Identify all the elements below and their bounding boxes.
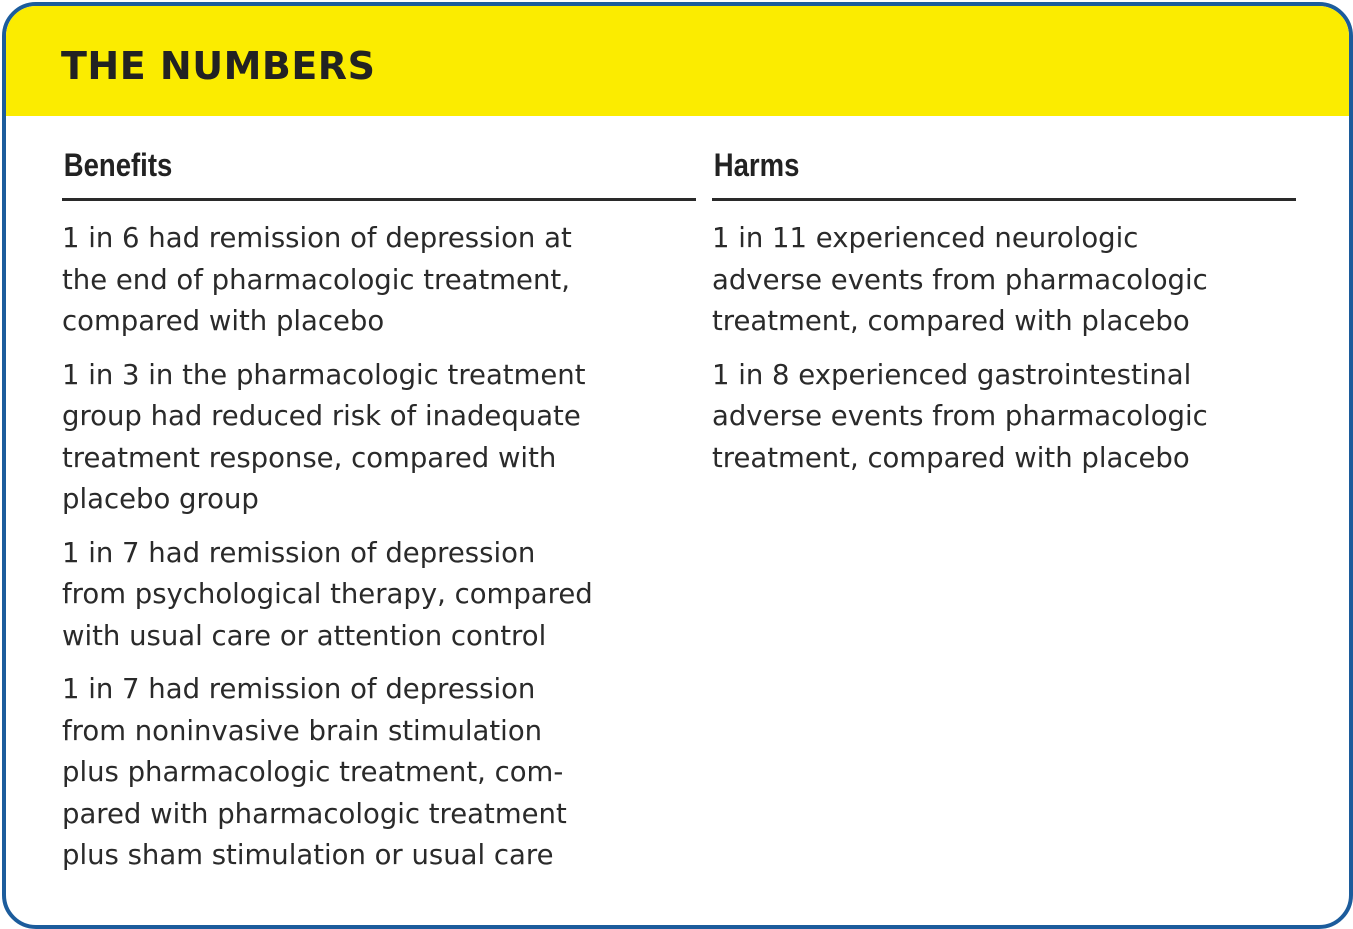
- harms-column: [712, 138, 1296, 198]
- benefit-item: 1 in 7 had remission of depression from noninvasive brain stimulation plus pharmacologic treatment, com- pared with pharmacologic treatment plus sham stimulation or usual care: [62, 673, 567, 871]
- harm-item: 1 in 11 experienced neurologic adverse events from pharmacologic treatment, compared with placebo: [712, 222, 1208, 337]
- harms-divider: [712, 198, 1296, 201]
- benefit-item: 1 in 6 had remission of depression at the end of pharmacologic treatment, compared with placebo: [62, 222, 572, 337]
- harms-heading: Harms: [713, 147, 800, 183]
- harms-list: [712, 218, 1296, 491]
- numbers-card: [2, 2, 1353, 929]
- banner-title: THE NUMBERS: [61, 44, 376, 88]
- benefit-item: 1 in 7 had remission of depression from psychological therapy, compared with usual care or attention control: [62, 536, 593, 652]
- benefits-divider: [62, 198, 696, 201]
- harm-item: 1 in 8 experienced gastrointestinal adverse events from pharmacologic treatment, compared with placebo: [712, 358, 1208, 474]
- title-banner: [6, 6, 1349, 116]
- benefits-list: [62, 218, 692, 889]
- benefits-heading: Benefits: [63, 147, 173, 183]
- benefit-item: 1 in 3 in the pharmacologic treatment group had reduced risk of inadequate treatment response, compared with placebo group: [62, 358, 586, 515]
- benefits-column: [62, 138, 692, 198]
